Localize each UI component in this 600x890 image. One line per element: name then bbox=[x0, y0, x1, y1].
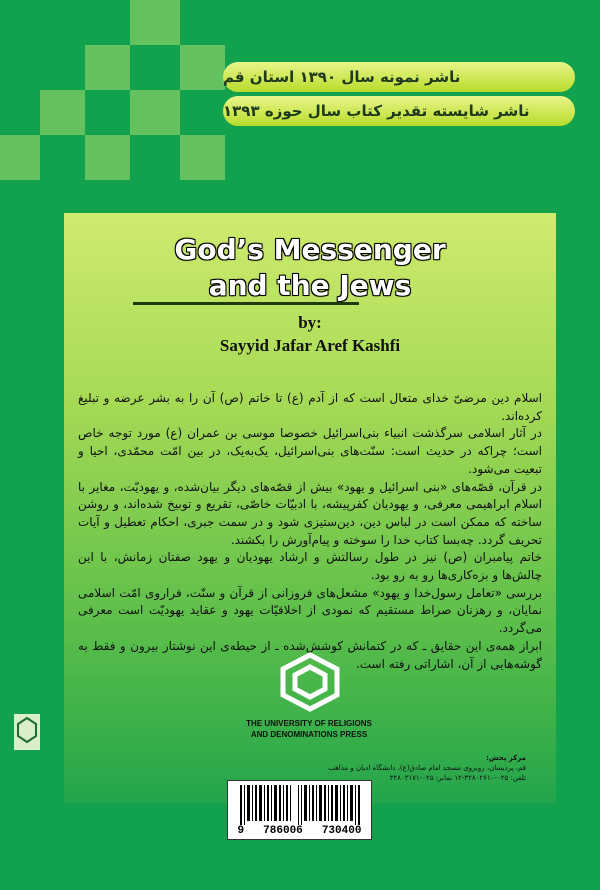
award-badge-2 bbox=[223, 96, 575, 126]
university-logo-icon bbox=[271, 649, 349, 715]
publisher-name-line2: AND DENOMINATIONS PRESS bbox=[250, 730, 368, 739]
small-publisher-logo-icon bbox=[14, 714, 40, 750]
publisher-name-line1: THE UNIVERSITY OF RELIGIONS bbox=[246, 719, 372, 728]
description-paragraph: بررسی «تعامل رسول‌خدا و یهود» مشعل‌های فروزانی از قرآن و سنّت، فراروی امّت اسلامی نمایان، و رهزنان صراط مستقیم که نمودی از اخلاقیّات یهود و عقاید یهودیّت است معرفی می‌گردد. bbox=[78, 585, 542, 636]
description-paragraph: اسلام دین مرضیّ خدای متعال است که از آدم (ع) تا خاتم (ص) آن را به بشر عرضه و تبلیغ کرده‌اند. bbox=[78, 391, 542, 423]
by-label: by: bbox=[298, 313, 322, 332]
book-title-line2: and the Jews bbox=[208, 269, 412, 302]
distribution-address: قم، پردیسان، روبروی مسجد امام صادق(ع)، دانشگاه ادیان و مذاهب bbox=[328, 764, 526, 772]
decor-square bbox=[130, 90, 180, 135]
decor-square bbox=[85, 135, 130, 180]
award-badge-1 bbox=[223, 62, 575, 92]
distribution-title: مرکز پخش: bbox=[486, 754, 526, 762]
description-paragraph: ابراز همه‌ی این حقایق ـ که در کتمانش کوشش‌شده ـ از حیطه‌ی این نوشتار بیرون و فقط به گوشه‌هایی از آن، اشاراتی رفته است. bbox=[78, 638, 542, 671]
author-name: Sayyid Jafar Aref Kashfi bbox=[219, 336, 401, 355]
isbn-barcode bbox=[227, 780, 372, 840]
decor-square bbox=[0, 135, 40, 180]
decor-square bbox=[180, 45, 225, 90]
decor-square bbox=[40, 90, 85, 135]
barcode-digit-group: 786006 bbox=[263, 825, 303, 837]
barcode-icon bbox=[240, 785, 360, 825]
description-paragraph: در قرآن، قصّه‌های «بنی اسرائیل و یهود» بیش از قصّه‌های دیگر بیان‌شده، و یهودیّت، مغایر با اسلام ابراهیمی معرفی، و یهودیان کفرپیشه، با ادبیّات خاصّی، تقریع و توبیخ شده‌اند، و روشن ساخته که ممکن است در لباس دین، دین‌ستیزی شود و در سمت جبری، احکام تعطیل و آیات تحریف گردد. چه‌بسا کتاب خدا را سوخته و پیام‌آورش را بکشند. bbox=[78, 479, 542, 547]
barcode-digit-group: 9 bbox=[237, 825, 245, 837]
award-badge-text: ناشر شایسته تقدیر کتاب سال حوزه ۱۳۹۳ bbox=[223, 102, 530, 120]
award-badge-text: ناشر نمونه سال ۱۳۹۰ استان قم bbox=[223, 68, 461, 86]
decor-square bbox=[180, 135, 225, 180]
publisher-name bbox=[214, 718, 404, 740]
title-underline bbox=[133, 302, 359, 305]
barcode-digits bbox=[228, 825, 371, 837]
distribution-info bbox=[226, 753, 526, 783]
decor-square bbox=[130, 0, 180, 45]
description-paragraph: در آثار اسلامی سرگذشت انبیاء بنی‌اسرائیل خصوصا موسی بن عمران (ع) مورد توجه خاص است؛ چراکه در حدیث است: سنّت‌های بنی‌اسرائیل، یک‌به‌یک، در بین امّت محمّدی، احیا و تبعیت می‌شود. bbox=[78, 426, 542, 476]
description-paragraph: خاتم پیامبران (ص) نیز در طول رسالتش و ارشاد یهودیان و یهود صفتان زمانش، با این چالش‌ها و بزه‌کاری‌ها رو به رو بود. bbox=[78, 550, 542, 583]
book-title-line1: God’s Messenger bbox=[174, 233, 446, 266]
barcode-digit-group: 730400 bbox=[321, 825, 362, 837]
description bbox=[78, 390, 542, 673]
decor-square bbox=[85, 45, 130, 90]
distribution-phone: تلفن: ۰۲۵-۳۲۸۰۲۶۱۰-۱۲ نمابر: ۰۲۵-۳۲۸۰۳۱۷۱ bbox=[389, 774, 526, 782]
